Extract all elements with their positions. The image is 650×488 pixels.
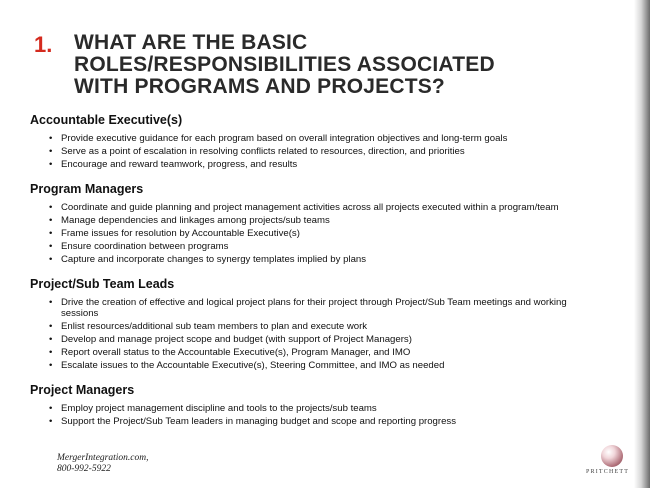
bullet-icon: • xyxy=(49,334,53,345)
bullet-icon: • xyxy=(49,146,53,157)
list-item-text: Manage dependencies and linkages among projects/sub teams xyxy=(61,215,330,226)
list-item-text: Develop and manage project scope and budget (with support of Project Managers) xyxy=(61,334,412,345)
logo-orb-icon xyxy=(601,445,623,467)
list-item xyxy=(30,254,600,265)
footer-site: MergerIntegration.com, xyxy=(57,453,149,463)
bullet-icon: • xyxy=(49,321,53,332)
bullet-list xyxy=(30,403,600,427)
bullet-icon: • xyxy=(49,159,53,170)
list-item-text: Encourage and reward teamwork, progress, and results xyxy=(61,159,298,170)
section-project-managers xyxy=(30,382,600,427)
list-item-text: Drive the creation of effective and logical project plans for their project through Project/Sub Team meetings and working sessions xyxy=(61,297,567,319)
bullet-list xyxy=(30,133,600,170)
bullet-icon: • xyxy=(49,215,53,226)
list-item-text: Enlist resources/additional sub team members to plan and execute work xyxy=(61,321,368,332)
list-item-text: Serve as a point of escalation in resolving conflicts related to resources, direction, and priorities xyxy=(61,146,465,157)
list-item xyxy=(30,321,600,332)
section-accountable-executives xyxy=(30,112,600,170)
list-item-text: Frame issues for resolution by Accountable Executive(s) xyxy=(61,228,300,239)
list-item xyxy=(30,215,600,226)
section-heading: Accountable Executive(s) xyxy=(30,113,183,127)
title-line: WHAT ARE THE BASIC xyxy=(74,31,308,54)
content-sections xyxy=(30,112,600,438)
list-item xyxy=(30,146,600,157)
bullet-list xyxy=(30,202,600,265)
list-item xyxy=(30,159,600,170)
title-line: WITH PROGRAMS AND PROJECTS? xyxy=(74,75,445,98)
section-heading: Project Managers xyxy=(30,383,135,397)
bullet-list xyxy=(30,297,600,371)
list-item xyxy=(30,133,600,144)
section-heading: Program Managers xyxy=(30,182,144,196)
bullet-icon: • xyxy=(49,254,53,265)
list-item xyxy=(30,334,600,345)
list-item xyxy=(30,416,600,427)
list-item xyxy=(30,347,600,358)
bullet-icon: • xyxy=(49,297,53,308)
list-item xyxy=(30,202,600,213)
list-item-text: Coordinate and guide planning and project management activities across all projects executed within a program/team xyxy=(61,202,559,213)
list-item-text: Ensure coordination between programs xyxy=(61,241,229,252)
slide-shadow xyxy=(634,0,650,488)
list-item-text: Support the Project/Sub Team leaders in managing budget and scope and reporting progress xyxy=(61,416,457,427)
bullet-icon: • xyxy=(49,228,53,239)
bullet-icon: • xyxy=(49,403,53,414)
bullet-icon: • xyxy=(49,360,53,371)
list-item-text: Employ project management discipline and tools to the projects/sub teams xyxy=(61,403,377,414)
list-item-text: Capture and incorporate changes to synergy templates implied by plans xyxy=(61,254,367,265)
bullet-icon: • xyxy=(49,416,53,427)
list-item xyxy=(30,297,600,319)
list-item-text: Escalate issues to the Accountable Executive(s), Steering Committee, and IMO as needed xyxy=(61,360,445,371)
section-project-sub-team-leads xyxy=(30,276,600,371)
list-item xyxy=(30,403,600,414)
bullet-icon: • xyxy=(49,133,53,144)
section-heading: Project/Sub Team Leads xyxy=(30,277,175,291)
title-text xyxy=(74,32,574,98)
list-item xyxy=(30,241,600,252)
list-item xyxy=(30,360,600,371)
title-number: 1. xyxy=(34,32,53,57)
title-line: ROLES/RESPONSIBILITIES ASSOCIATED xyxy=(74,53,495,76)
footer-phone: 800-992-5922 xyxy=(57,464,111,474)
bullet-icon: • xyxy=(49,202,53,213)
list-item-text: Provide executive guidance for each program based on overall integration objectives and long-term goals xyxy=(61,133,508,144)
bullet-icon: • xyxy=(49,347,53,358)
logo-text: PRITCHETT xyxy=(586,469,630,475)
section-program-managers xyxy=(30,181,600,265)
footer-contact xyxy=(57,453,148,475)
bullet-icon: • xyxy=(49,241,53,252)
list-item xyxy=(30,228,600,239)
list-item-text: Report overall status to the Accountable Executive(s), Program Manager, and IMO xyxy=(61,347,411,358)
